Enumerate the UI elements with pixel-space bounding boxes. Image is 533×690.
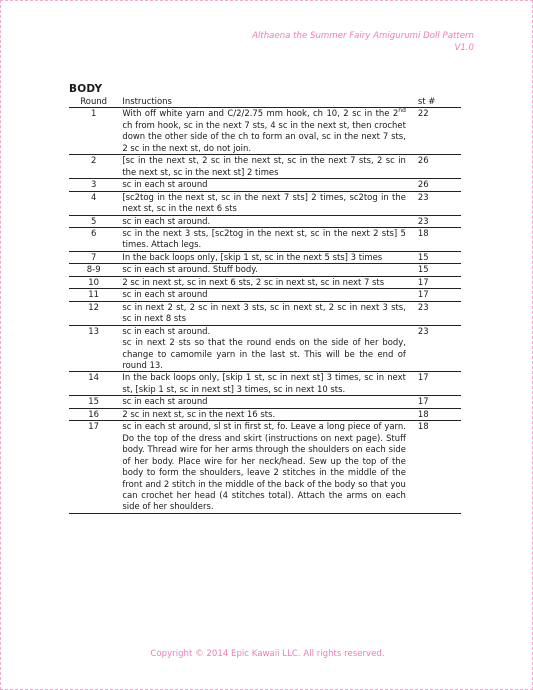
- round-number: 10: [69, 276, 118, 288]
- table-row: [69, 421, 461, 514]
- table-row: [69, 276, 461, 288]
- instruction-text: [sc in the next st, 2 sc in the next st, sc in the next 7 sts, 2 sc in the next st, sc in the next st] 2 times: [122, 155, 406, 177]
- round-number: 8-9: [69, 264, 118, 276]
- stitch-count: 17: [414, 289, 461, 301]
- round-number: 4: [69, 191, 118, 215]
- round-number: 2: [69, 155, 118, 179]
- instruction-text-continued: sc in next 2 sts so that the round ends on the side of her body, change to camomile yarn in the last st. This will be the end of round 13.: [122, 337, 406, 370]
- stitch-count: 23: [414, 301, 461, 325]
- stitch-count: 18: [414, 421, 461, 514]
- stitch-count: 23: [414, 191, 461, 215]
- instruction-text: sc in each st around, sl st in first st, fo. Leave a long piece of yarn. Do the top of the dress and skirt (instructions on next page). Stuff body. Thread wire for her arms through the shoulders on each side of her body. Place wire for her neck/head. Sew up the top of the body to form the shoulders, leave 2 stitches in the middle of the front and 2 stitch in the middle of the back of the body so that you can crochet her head (4 stitches total). Attach the arms on each side of her shoulders.: [122, 421, 406, 512]
- instruction-text: sc in each st around: [122, 396, 208, 407]
- round-number: 12: [69, 301, 118, 325]
- round-instructions: [118, 372, 414, 396]
- stitch-count: 17: [414, 372, 461, 396]
- header-title: Althaena the Summer Fairy Amigurumi Doll Pattern: [252, 31, 474, 41]
- round-instructions: [118, 421, 414, 514]
- instruction-text-post: ch from hook, sc in the next 7 sts, 4 sc in the next st, then crochet down the other side of the ch to form an oval, sc in the next 7 sts, 2 sc in the next st, do not join.: [122, 119, 406, 153]
- round-instructions: [118, 251, 414, 263]
- instruction-text: sc in the next 3 sts, [sc2tog in the next st, sc in the next 2 sts] 5 times. Attach legs.: [122, 227, 406, 250]
- section-title: BODY: [69, 83, 103, 95]
- instruction-text: sc in each st around.: [122, 215, 211, 226]
- instruction-text: In the back loops only, [skip 1 st, sc in next st] 3 times, sc in next st, [skip 1 st, sc in next st] 3 times, sc in next 10 sts.: [122, 372, 406, 394]
- instruction-text: In the back loops only, [skip 1 st, sc in the next 5 sts] 3 times: [122, 251, 383, 262]
- table-row: [69, 108, 461, 155]
- round-instructions: [118, 301, 414, 325]
- round-instructions: [118, 155, 414, 179]
- round-instructions: [118, 276, 414, 288]
- stitch-count: 26: [414, 179, 461, 191]
- instruction-text-sup: nd: [398, 107, 406, 115]
- stitch-count: 22: [414, 108, 461, 155]
- header-version: V1.0: [454, 42, 474, 53]
- stitch-count: 17: [414, 396, 461, 408]
- round-instructions: [118, 227, 414, 251]
- instruction-text: 2 sc in next st, sc in next 6 sts, 2 sc in next st, sc in next 7 sts: [122, 276, 385, 287]
- column-header-instructions: Instructions: [118, 96, 414, 108]
- table-row: [69, 155, 461, 179]
- round-instructions: [118, 325, 414, 372]
- round-number: 7: [69, 251, 118, 263]
- stitch-count: 15: [414, 264, 461, 276]
- round-number: 13: [69, 325, 118, 372]
- table-row: [69, 408, 461, 420]
- round-instructions: [118, 108, 414, 155]
- instruction-text: sc in each st around: [122, 289, 208, 300]
- round-instructions: [118, 191, 414, 215]
- stitch-count: 17: [414, 276, 461, 288]
- page-header: [252, 31, 474, 54]
- round-number: 6: [69, 227, 118, 251]
- column-header-round: Round: [69, 96, 118, 108]
- round-instructions: [118, 215, 414, 227]
- page-footer: Copyright © 2014 Epic Kawaii LLC. All rights reserved.: [150, 649, 385, 659]
- table-row: [69, 179, 461, 191]
- instruction-text: sc in next 2 st, 2 sc in next 3 sts, sc in next st, 2 sc in next 3 sts, sc in next 8 sts: [122, 301, 406, 324]
- stitch-count: 18: [414, 227, 461, 251]
- instruction-text: 2 sc in next st, sc in the next 16 sts.: [122, 408, 276, 419]
- round-number: 16: [69, 408, 118, 420]
- stitch-count: 18: [414, 408, 461, 420]
- instruction-text: sc in each st around. Stuff body.: [122, 264, 258, 275]
- round-number: 3: [69, 179, 118, 191]
- round-instructions: [118, 396, 414, 408]
- table-header-row: [69, 96, 461, 108]
- table-row: [69, 289, 461, 301]
- table-row: [69, 264, 461, 276]
- table-row: [69, 251, 461, 263]
- table-row: [69, 396, 461, 408]
- round-number: 17: [69, 421, 118, 514]
- stitch-count: 15: [414, 251, 461, 263]
- instruction-text: sc in each st around: [122, 179, 208, 190]
- column-header-stitch-count: st #: [414, 96, 461, 108]
- round-number: 14: [69, 372, 118, 396]
- round-number: 15: [69, 396, 118, 408]
- table-row: [69, 325, 461, 372]
- round-instructions: [118, 289, 414, 301]
- instruction-text: [sc2tog in the next st, sc in the next 7 sts] 2 times, sc2tog in the next st, sc in the next 6 sts: [122, 191, 406, 214]
- instruction-text-pre: With off white yarn and C/2/2.75 mm hook, ch 10, 2 sc in the 2: [122, 108, 399, 119]
- table-row: [69, 191, 461, 215]
- round-instructions: [118, 179, 414, 191]
- stitch-count: 23: [414, 215, 461, 227]
- stitch-count: 26: [414, 155, 461, 179]
- round-number: 11: [69, 289, 118, 301]
- pattern-table: [69, 96, 461, 514]
- table-row: [69, 372, 461, 396]
- round-instructions: [118, 408, 414, 420]
- round-number: 1: [69, 108, 118, 155]
- table-row: [69, 227, 461, 251]
- table-row: [69, 215, 461, 227]
- instruction-text: sc in each st around.: [122, 325, 211, 336]
- table-row: [69, 301, 461, 325]
- round-number: 5: [69, 215, 118, 227]
- round-instructions: [118, 264, 414, 276]
- stitch-count: 23: [414, 325, 461, 372]
